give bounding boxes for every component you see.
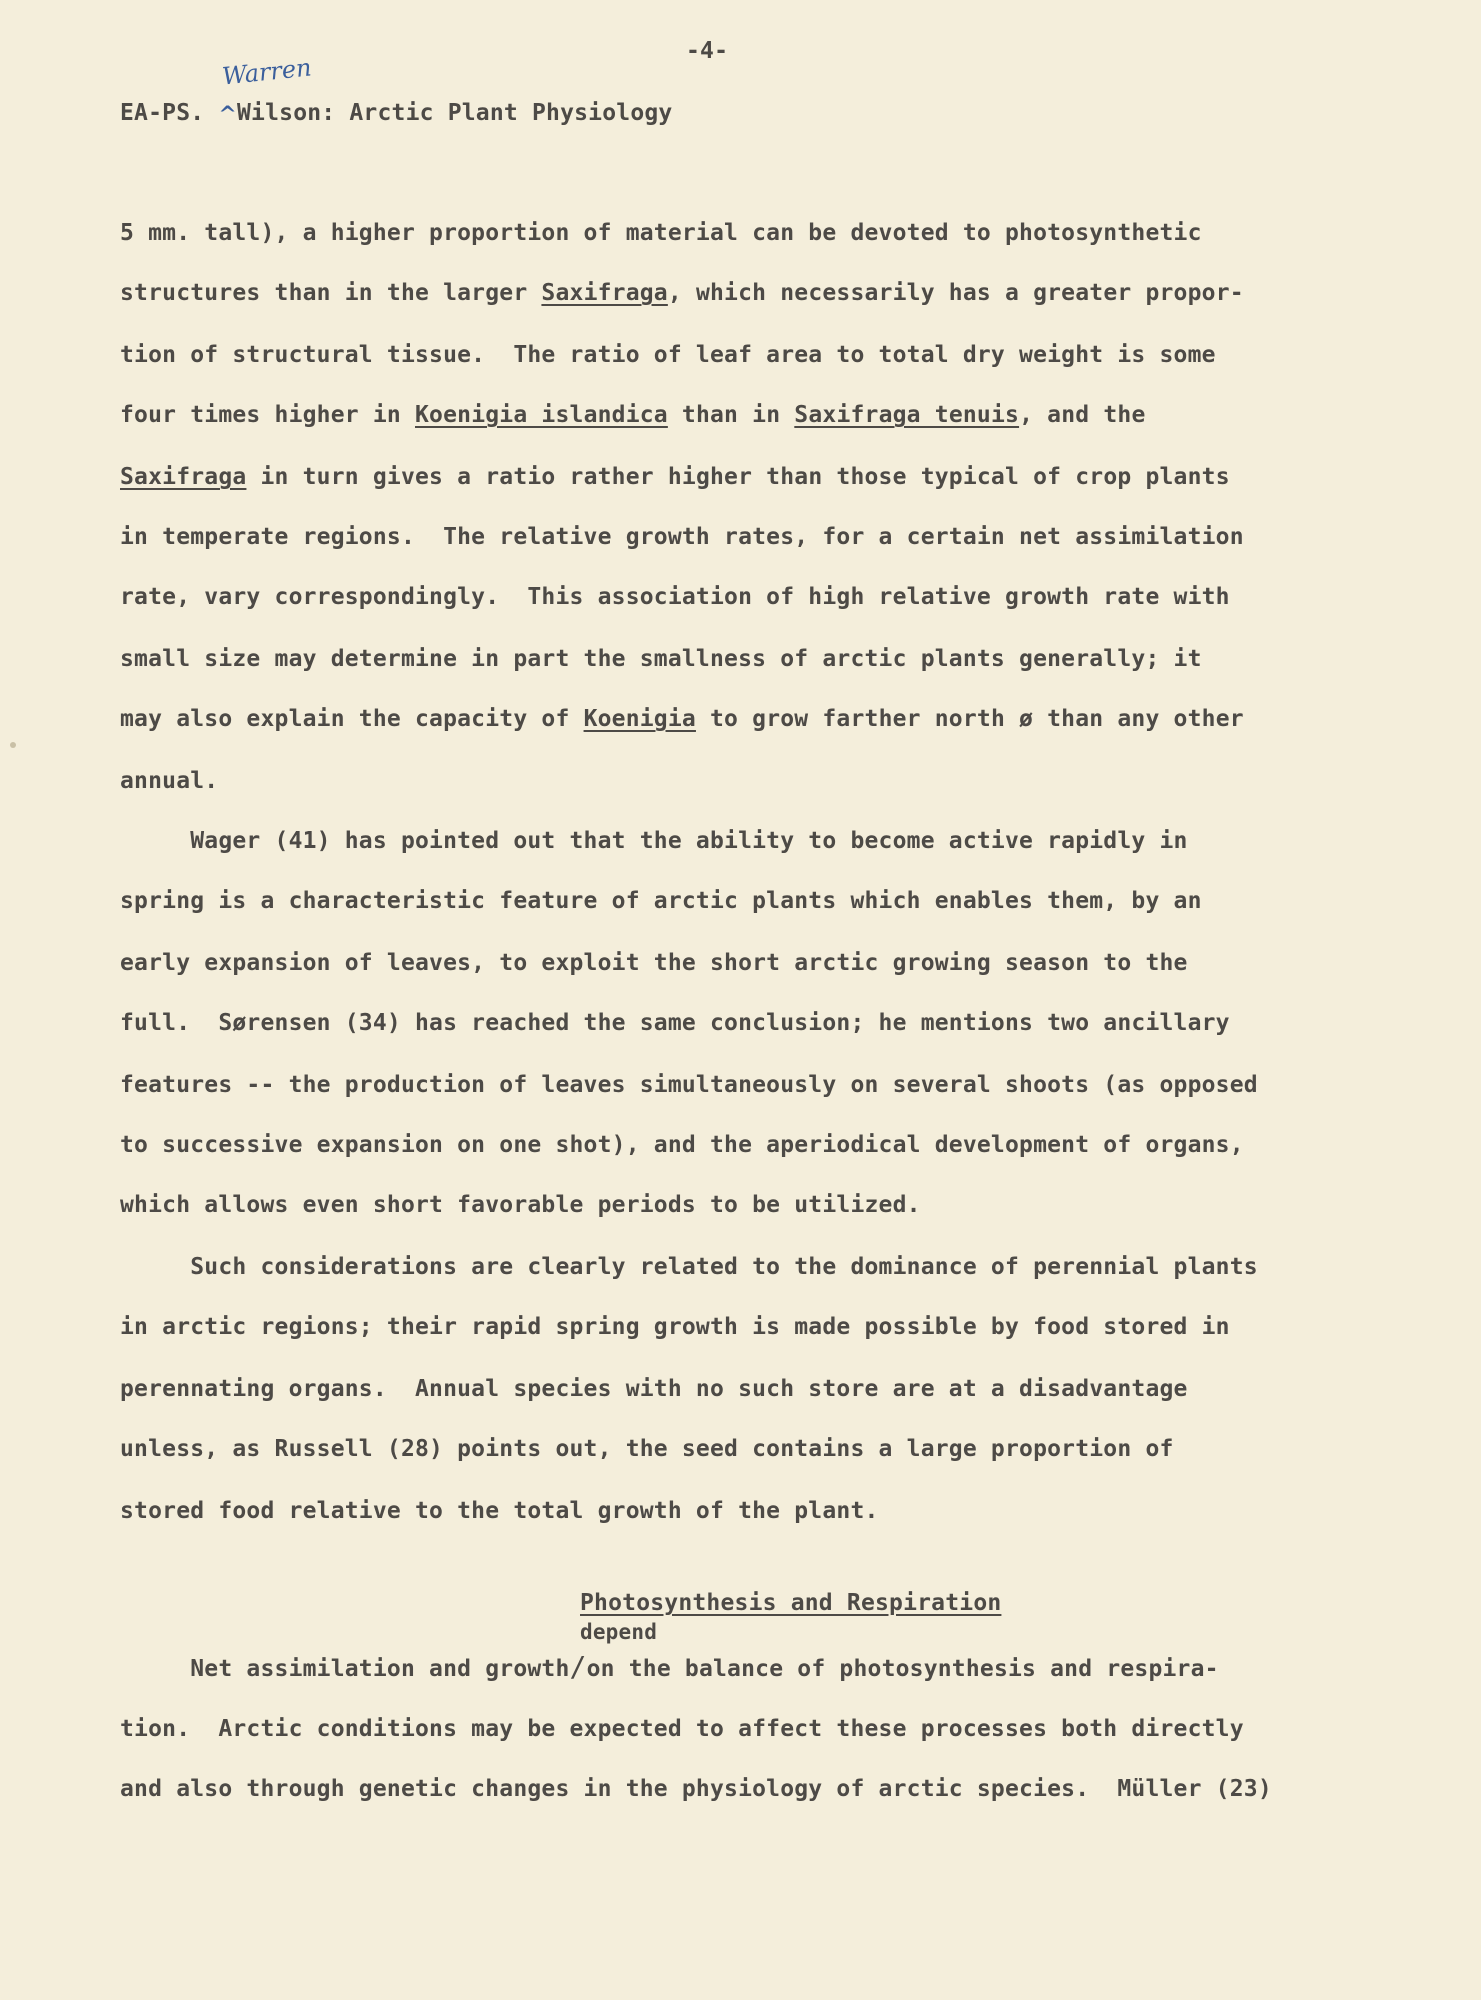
insertion-slash: / — [569, 1650, 587, 1683]
punch-hole-mark — [10, 742, 16, 748]
text-line: four times higher in Koenigia islandica than in Saxifraga tenuis, and the — [120, 402, 1146, 428]
species-name: Koenigia — [583, 706, 696, 732]
text-line: spring is a characteristic feature of arctic plants which enables them, by an — [120, 888, 1202, 914]
text-line: may also explain the capacity of Koenigia to grow farther north ø than any other — [120, 706, 1244, 732]
inserted-word: depend — [580, 1620, 658, 1644]
text-line: Saxifraga in turn gives a ratio rather higher than those typical of crop plants — [120, 464, 1230, 490]
text-line: structures than in the larger Saxifraga, which necessarily has a greater propor- — [120, 280, 1244, 306]
text-line: to successive expansion on one shot), and the aperiodical development of organs, — [120, 1132, 1244, 1158]
text-line: full. Sørensen (34) has reached the same conclusion; he mentions two ancillary — [120, 1010, 1230, 1036]
header-prefix: EA-PS. — [120, 100, 205, 126]
text-line: annual. — [120, 768, 219, 794]
text-line: early expansion of leaves, to exploit the short arctic growing season to the — [120, 950, 1188, 976]
text-line: unless, as Russell (28) points out, the seed contains a large proportion of — [120, 1436, 1174, 1462]
insertion-caret: ^ — [218, 102, 237, 128]
text-line: 5 mm. tall), a higher proportion of material can be devoted to photosynthetic — [120, 220, 1202, 246]
text-line: which allows even short favorable periods to be utilized. — [120, 1192, 921, 1218]
text-line: tion. Arctic conditions may be expected to affect these processes both directly — [120, 1716, 1244, 1742]
handwritten-insert: Warren — [220, 53, 313, 91]
species-name: Koenigia islandica — [415, 402, 668, 428]
species-name: Saxifraga tenuis — [794, 402, 1020, 428]
text-line: Such considerations are clearly related to the dominance of perennial plants — [120, 1254, 1258, 1280]
species-name: Saxifraga — [541, 280, 668, 306]
page-number: -4- — [686, 38, 729, 64]
header-title: Wilson: Arctic Plant Physiology — [237, 100, 673, 126]
text-line: rate, vary correspondingly. This association of high relative growth rate with — [120, 584, 1230, 610]
text-line: perennating organs. Annual species with no such store are at a disadvantage — [120, 1376, 1188, 1402]
species-name: Saxifraga — [120, 464, 247, 490]
text-line: in arctic regions; their rapid spring growth is made possible by food stored in — [120, 1314, 1230, 1340]
text-line: in temperate regions. The relative growth rates, for a certain net assimilation — [120, 524, 1244, 550]
running-header — [120, 98, 672, 128]
section-heading: Photosynthesis and Respiration — [580, 1590, 1002, 1616]
text-line: stored food relative to the total growth of the plant. — [120, 1498, 879, 1524]
text-line: features -- the production of leaves simultaneously on several shoots (as opposed — [120, 1072, 1258, 1098]
text-line: tion of structural tissue. The ratio of leaf area to total dry weight is some — [120, 342, 1216, 368]
text-line: Net assimilation and growth/on the balance of photosynthesis and respira- — [120, 1650, 1219, 1683]
text-line: small size may determine in part the smallness of arctic plants generally; it — [120, 646, 1202, 672]
text-line: and also through genetic changes in the physiology of arctic species. Müller (23) — [120, 1776, 1272, 1802]
text-line: Wager (41) has pointed out that the ability to become active rapidly in — [120, 828, 1188, 854]
